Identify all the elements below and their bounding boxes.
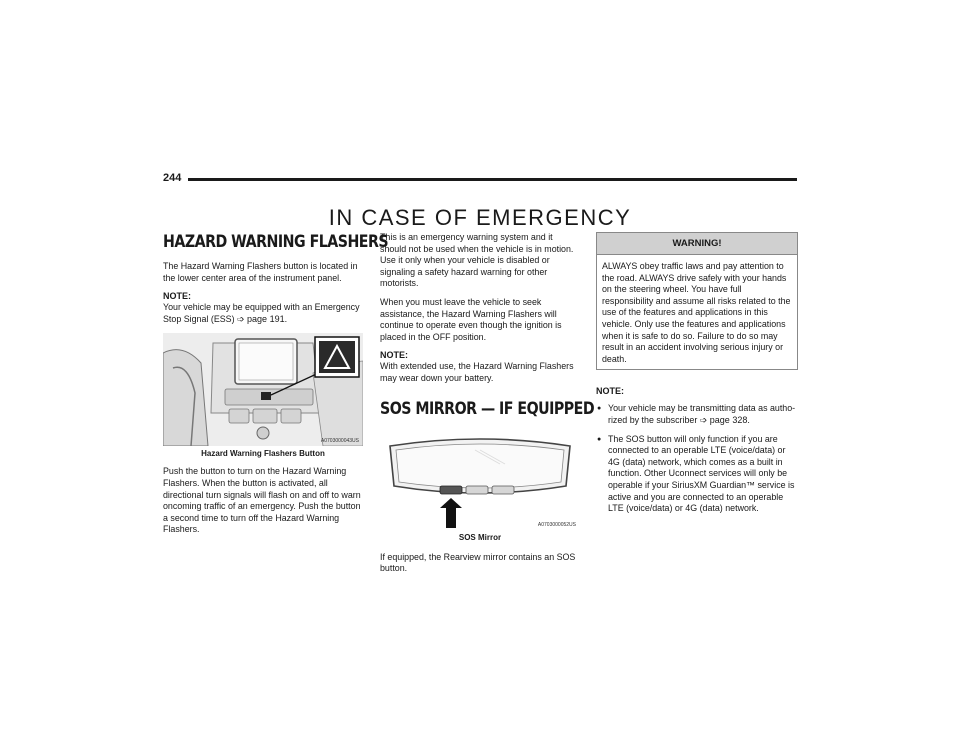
warning-body: ALWAYS obey traffic laws and pay attention to the road. ALWAYS drive safely with your hands on the steering wheel. You have full responsibility and assume all risks related to the use of the features and applications in this vehicle. Only use the features and applications when it is safe to do so. Failure to do so may result in an accident involving serious injury or death. [602, 261, 791, 364]
sos-heading: SOS MIRROR — IF EQUIPPED [380, 398, 595, 418]
warning-box [596, 232, 798, 370]
hazard-flasher-image [163, 333, 363, 446]
hazard-figure [163, 333, 363, 458]
note-item-text: Your vehicle may be transmitting data as autho-rized by the subscriber [608, 403, 796, 425]
warning-title: WARNING! [597, 233, 797, 255]
list-item [596, 403, 798, 426]
emergency-system-paragraph: This is an emergency warning system and it should not be used when the vehicle is in motion. Use it only when your vehicle is disabled or signaling a safety hazard warning for other motorists. [380, 232, 574, 289]
mirror-illustration [380, 428, 580, 530]
note-ess [163, 302, 363, 325]
note-label: NOTE: [163, 291, 191, 302]
note-list [596, 403, 798, 514]
sos-mirror-image [380, 428, 580, 530]
sos-figure-caption: SOS Mirror [458, 532, 502, 542]
column-right [596, 232, 798, 522]
hazard-body: Push the button to turn on the Hazard Warning Flashers. When the button is activated, all directional turn signals will flash on and off to warn oncoming traffic of an emergency. Push the button a second time to turn off the Hazard Warning Flashers. [163, 466, 361, 535]
page-link-328[interactable]: ➩ page 328. [699, 414, 750, 425]
leave-vehicle-paragraph: When you must leave the vehicle to seek assistance, the Hazard Warning Flashers will continue to operate even though the ignition is placed in the OFF position. [380, 296, 562, 342]
dashboard-illustration [163, 333, 363, 446]
column-left [163, 232, 389, 543]
hazard-intro: The Hazard Warning Flashers button is located in the lower center area of the instrument panel. [163, 261, 358, 283]
hazard-heading: HAZARD WARNING FLASHERS [163, 232, 389, 251]
column-middle [380, 232, 595, 582]
sos-body: If equipped, the Rearview mirror contains an SOS button. [380, 551, 576, 574]
page-number: 244 [163, 172, 182, 184]
list-item: ● The SOS button will only function if you are connected to an operable LTE (voice/data) or 4G (data) network, which comes as a built in function. Other Uconnect services will only be operable if your SiriusXM Guardian™ service is active and you are connected to an operable LTE (voice/data) or 4G (data) network. [596, 434, 798, 515]
note-battery: With extended use, the Hazard Warning Flashers may wear down your battery. [380, 361, 574, 383]
figure-code: A0703000043US [320, 438, 359, 445]
hazard-figure-caption: Hazard Warning Flashers Button [201, 449, 325, 459]
sos-figure [380, 428, 580, 542]
chapter-title: IN CASE OF EMERGENCY [328, 204, 632, 230]
header-rule [188, 178, 797, 181]
page-link-191[interactable]: ➩ page 191. [237, 313, 288, 324]
note-label: NOTE: [596, 386, 624, 397]
note-label: NOTE: [380, 350, 408, 361]
note-ess-text: Your vehicle may be equipped with an Emergency Stop Signal (ESS) [163, 302, 360, 324]
figure-code: A0703000052US [537, 521, 576, 528]
